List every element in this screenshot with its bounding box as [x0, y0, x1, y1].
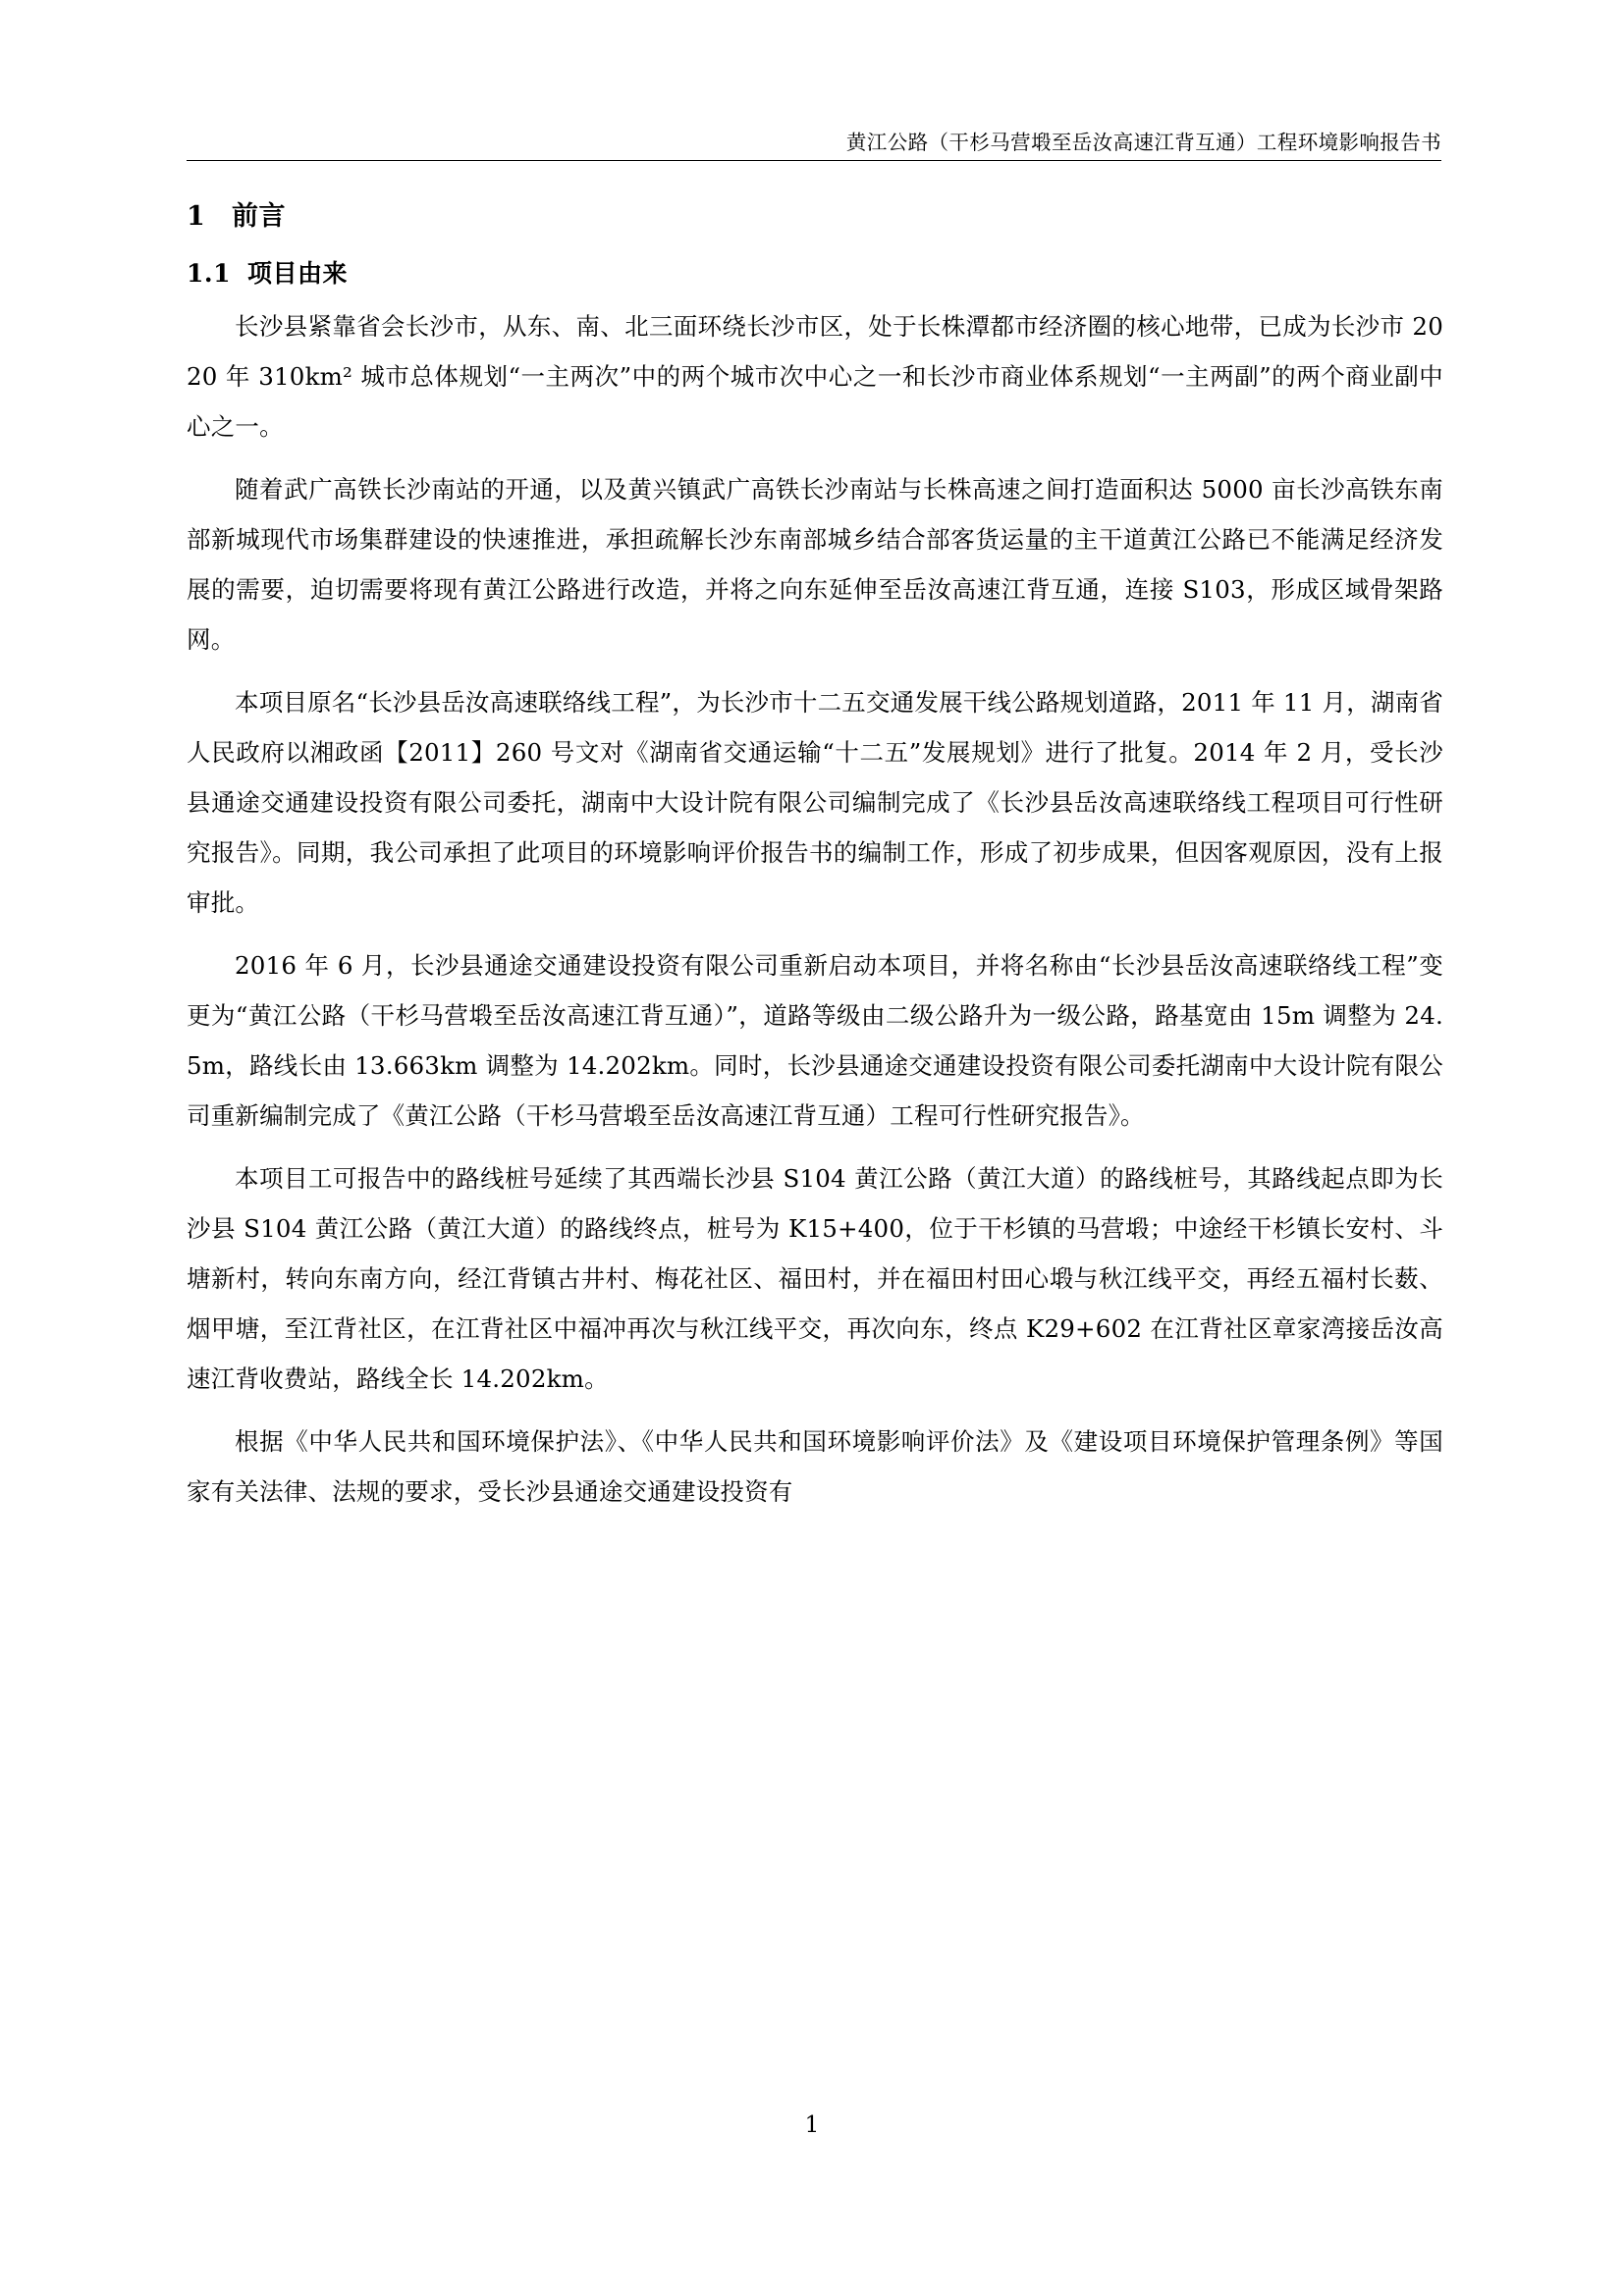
paragraph: 2016 年 6 月，长沙县通途交通建设投资有限公司重新启动本项目，并将名称由“长沙县岳汝高速联络线工程”变更为“黄江公路（干杉马营塅至岳汝高速江背互通）”，道路等级由二级公路升为一级公路，路基宽由 15m 调整为 24.5m，路线长由 13.663km 调整为 14.202km。同时，长沙县通途交通建设投资有限公司委托湖南中大设计院有限公司重新编制完成了《黄江公路（干杉马营塅至岳汝高速江背互通）工程可行性研究报告》。: [187, 951, 1443, 1131]
subsection-heading: [187, 259, 1443, 289]
header-divider: [187, 160, 1441, 161]
page-content: [187, 201, 1443, 1517]
paragraph: 长沙县紧靠省会长沙市，从东、南、北三面环绕长沙市区，处于长株潭都市经济圈的核心地带，已成为长沙市 2020 年 310km² 城市总体规划“一主两次”中的两个城市次中心之一和长沙市商业体系规划“一主两副”的两个商业副中心之一。: [187, 312, 1443, 442]
paragraph: 本项目原名“长沙县岳汝高速联络线工程”，为长沙市十二五交通发展干线公路规划道路，2011 年 11 月，湖南省人民政府以湘政函【2011】260 号文对《湖南省交通运输“十二五”发展规划》进行了批复。2014 年 2 月，受长沙县通途交通建设投资有限公司委托，湖南中大设计院有限公司编制完成了《长沙县岳汝高速联络线工程项目可行性研究报告》。同期，我公司承担了此项目的环境影响评价报告书的编制工作，形成了初步成果，但因客观原因，没有上报审批。: [187, 688, 1443, 918]
paragraph: 根据《中华人民共和国环境保护法》、《中华人民共和国环境影响评价法》及《建设项目环境保护管理条例》等国家有关法律、法规的要求，受长沙县通途交通建设投资有: [187, 1427, 1443, 1507]
paragraph: 随着武广高铁长沙南站的开通，以及黄兴镇武广高铁长沙南站与长株高速之间打造面积达 5000 亩长沙高铁东南部新城现代市场集群建设的快速推进，承担疏解长沙东南部城乡结合部客货运量的主干道黄江公路已不能满足经济发展的需要，迫切需要将现有黄江公路进行改造，并将之向东延伸至岳汝高速江背互通，连接 S103，形成区域骨架路网。: [187, 475, 1443, 655]
running-header: 黄江公路（干杉马营塅至岳汝高速江背互通）工程环境影响报告书: [845, 131, 1441, 154]
section-number: 1: [187, 201, 206, 232]
paragraph: 本项目工可报告中的路线桩号延续了其西端长沙县 S104 黄江公路（黄江大道）的路线桩号，其路线起点即为长沙县 S104 黄江公路（黄江大道）的路线终点，桩号为 K15+400，位于干杉镇的马营塅；中途经干杉镇长安村、斗塘新村，转向东南方向，经江背镇古井村、梅花社区、福田村，并在福田村田心塅与秋江线平交，再经五福村长薮、烟甲塘，至江背社区，在江背社区中福冲再次与秋江线平交，再次向东，终点 K29+602 在江背社区章家湾接岳汝高速江背收费站，路线全长 14.202km。: [187, 1164, 1443, 1394]
section-title: 前言: [232, 201, 286, 232]
page-number: 1: [804, 2112, 820, 2138]
section-heading: [187, 201, 1443, 233]
subsection-number: 1.1: [187, 259, 231, 289]
subsection-title: 项目由来: [247, 259, 349, 289]
